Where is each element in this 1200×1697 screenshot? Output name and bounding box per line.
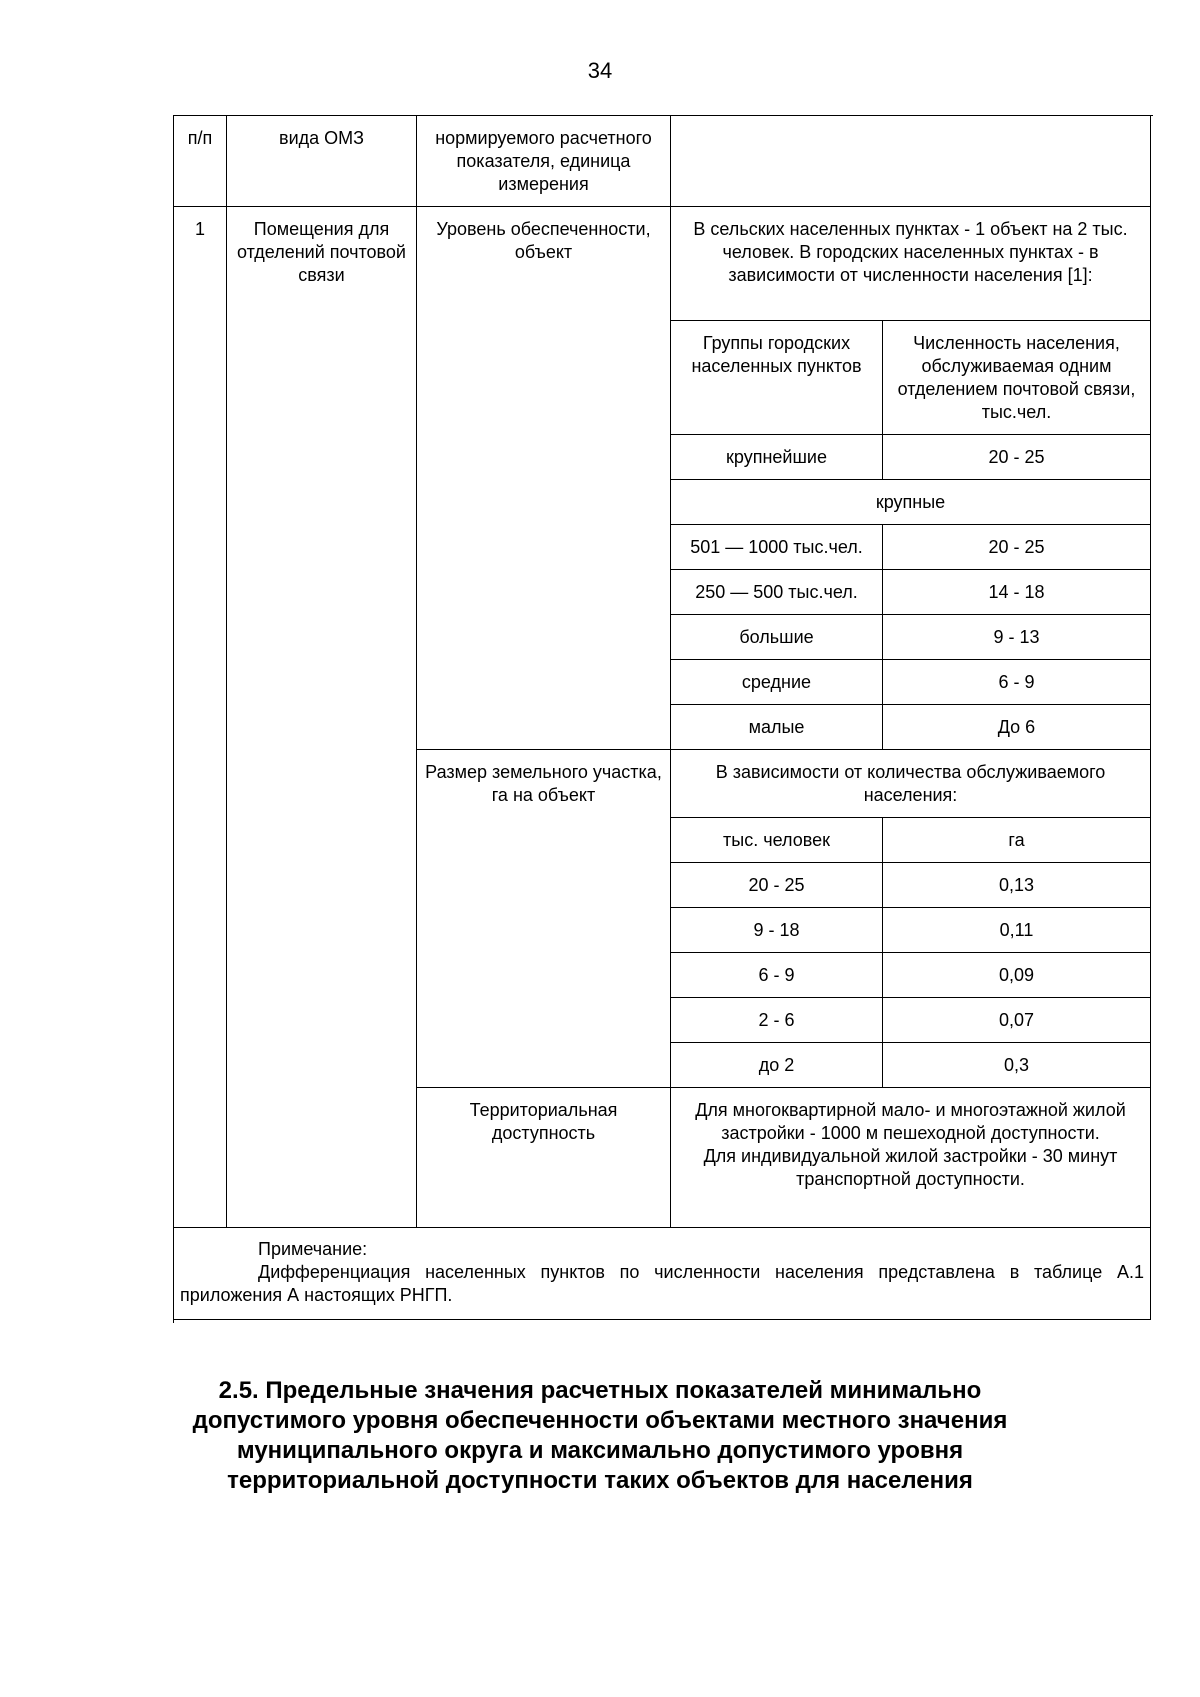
group-label: средние: [671, 660, 883, 705]
land-indicator: Размер земельного участка, га на объект: [417, 750, 671, 1088]
page-number: 34: [587, 58, 613, 83]
area-value: 0,13: [883, 863, 1151, 908]
header-type: вида ОМЗ: [227, 116, 417, 207]
area-header: га: [883, 818, 1151, 863]
provision-description: В сельских населенных пунктах - 1 объект на 2 тыс. человек. В городских населенных пунктах - в зависимости от численности населения [1]:: [671, 207, 1151, 321]
area-value: 0,07: [883, 998, 1151, 1043]
access-description: [671, 1088, 1151, 1228]
note-text: Дифференциация населенных пунктов по численности населения представлена в таблице А.1 приложения А настоящих РНГП.: [180, 1262, 1144, 1305]
people-header: тыс. человек: [671, 818, 883, 863]
group-label: крупнейшие: [671, 435, 883, 480]
table-note: [174, 1228, 1151, 1320]
group-value: 20 - 25: [883, 525, 1151, 570]
area-value: 0,3: [883, 1043, 1151, 1088]
groups-header: Группы городских населенных пунктов: [671, 321, 883, 435]
group-value: 14 - 18: [883, 570, 1151, 615]
group-value: 9 - 13: [883, 615, 1151, 660]
provision-indicator: Уровень обеспеченности, объект: [417, 207, 671, 750]
area-value: 0,11: [883, 908, 1151, 953]
group-label: большие: [671, 615, 883, 660]
group-label: 250 — 500 тыс.чел.: [671, 570, 883, 615]
header-indicator: нормируемого расчетного показателя, единица измерения: [417, 116, 671, 207]
note-title: Примечание:: [258, 1239, 368, 1259]
land-description: В зависимости от количества обслуживаемого населения:: [671, 750, 1151, 818]
group-value: 20 - 25: [883, 435, 1151, 480]
access-line-apartments: Для многоквартирной мало- и многоэтажной жилой застройки - 1000 м пешеходной доступности.: [695, 1100, 1126, 1143]
group-value: 6 - 9: [883, 660, 1151, 705]
header-value: [671, 116, 1151, 207]
access-indicator: Территориальная доступность: [417, 1088, 671, 1228]
group-label: малые: [671, 705, 883, 750]
header-num: п/п: [174, 116, 227, 207]
object-name: Помещения для отделений почтовой связи: [227, 207, 417, 1228]
area-value: 0,09: [883, 953, 1151, 998]
people-value: 9 - 18: [671, 908, 883, 953]
row-number: 1: [174, 207, 227, 1228]
people-value: до 2: [671, 1043, 883, 1088]
group-label: 501 — 1000 тыс.чел.: [671, 525, 883, 570]
access-line-individual: Для индивидуальной жилой застройки - 30 минут транспортной доступности.: [703, 1146, 1118, 1189]
people-value: 6 - 9: [671, 953, 883, 998]
people-value: 2 - 6: [671, 998, 883, 1043]
section-heading: 2.5. Предельные значения расчетных показателей минимально допустимого уровня обеспеченности объектами местного значения муниципального округа и максимально допустимого уровня территориальной доступности таких объектов для населения: [192, 1377, 1008, 1494]
norms-table: [173, 115, 1153, 1323]
people-value: 20 - 25: [671, 863, 883, 908]
large-group-label: крупные: [671, 480, 1151, 525]
group-value: До 6: [883, 705, 1151, 750]
population-header: Численность населения, обслуживаемая одним отделением почтовой связи, тыс.чел.: [883, 321, 1151, 435]
